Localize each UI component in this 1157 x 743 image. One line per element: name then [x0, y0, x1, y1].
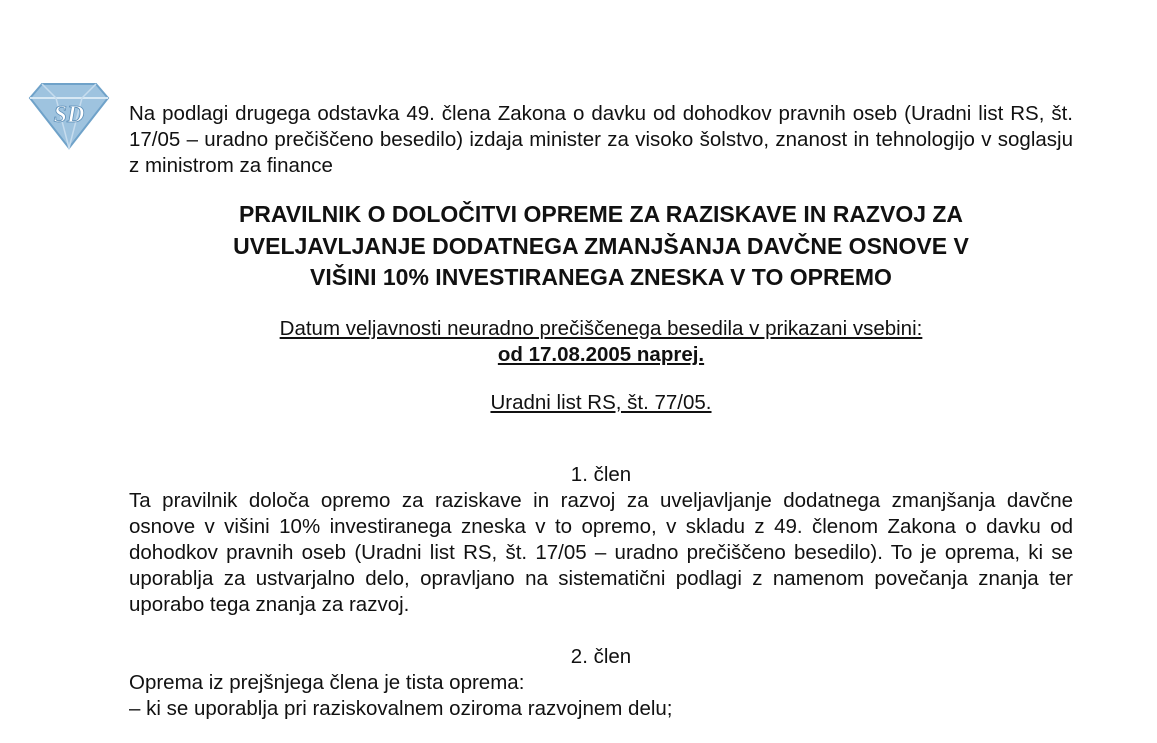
gazette-reference: Uradni list RS, št. 77/05. — [490, 390, 712, 414]
logo-diamond-icon — [28, 78, 110, 150]
title-line: VIŠINI 10% INVESTIRANEGA ZNESKA V TO OPREMO — [310, 264, 892, 290]
article-2-heading: 2. člen — [570, 644, 632, 668]
title-line: UVELJAVLJANJE DODATNEGA ZMANJŠANJA DAVČNE OSNOVE V — [233, 232, 969, 259]
document-body — [129, 101, 1073, 722]
intro-paragraph: Na podlagi drugega odstavka 49. člena Zakona o davku od dohodkov pravnih oseb (Uradni list RS, št. 17/05 – uradno prečiščeno besedilo) izdaja minister za visoko šolstvo, znanost in tehnologijo v soglasju z ministrom za finance — [129, 102, 1073, 177]
validity-block — [129, 316, 1073, 368]
logo-text: SD — [53, 102, 85, 128]
article-2-line: Oprema iz prejšnjega člena je tista oprema: — [129, 670, 525, 694]
article-1-heading: 1. člen — [570, 462, 632, 486]
validity-date: od 17.08.2005 naprej. — [497, 342, 705, 366]
article-2-line: – ki se uporablja pri raziskovalnem oziroma razvojnem delu; — [129, 696, 673, 720]
title-line: PRAVILNIK O DOLOČITVI OPREME ZA RAZISKAVE IN RAZVOJ ZA — [238, 201, 964, 227]
validity-label: Datum veljavnosti neuradno prečiščenega besedila v prikazani vsebini: — [279, 316, 923, 340]
logo-emblem — [28, 78, 110, 150]
article-1-text: Ta pravilnik določa opremo za raziskave in razvoj za uveljavljanje dodatnega zmanjšanja davčne osnove v višini 10% investiranega zneska v to opremo, v skladu z 49. členom Zakona o davku od dohodkov pravnih oseb (Uradni list RS, št. 17/05 – uradno prečiščeno besedilo). To je oprema, ki se uporablja za ustvarjalno delo, opravljano na sistematični podlagi z namenom povečanja znanja ter uporabo tega znanja za razvoj. — [129, 488, 1073, 616]
document-title — [129, 199, 1073, 294]
